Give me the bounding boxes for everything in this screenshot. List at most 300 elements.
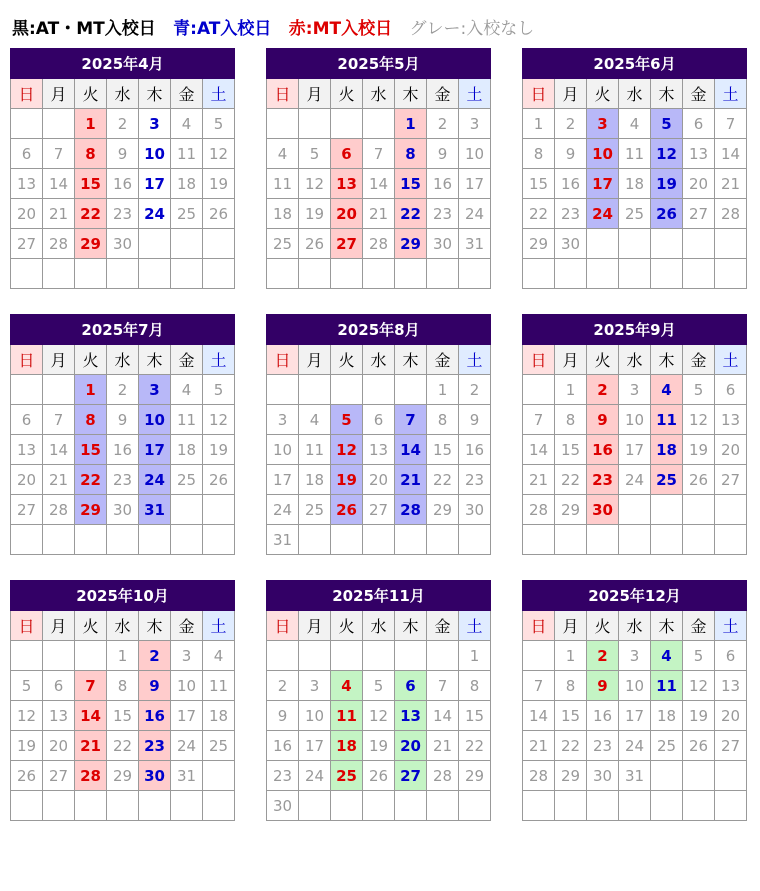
day-cell: 24 xyxy=(299,761,331,791)
day-cell: 25 xyxy=(651,465,683,495)
month-calendar xyxy=(10,580,235,821)
weekday-header: 土 xyxy=(459,79,491,109)
day-cell: 5 xyxy=(683,641,715,671)
weekday-header: 木 xyxy=(139,345,171,375)
day-cell: 25 xyxy=(619,199,651,229)
day-cell: 6 xyxy=(395,671,427,701)
day-cell: 9 xyxy=(107,405,139,435)
empty-cell xyxy=(299,791,331,821)
day-cell: 23 xyxy=(107,199,139,229)
weekday-header: 金 xyxy=(427,79,459,109)
empty-cell xyxy=(459,259,491,289)
empty-cell xyxy=(43,525,75,555)
day-cell: 15 xyxy=(523,169,555,199)
weekday-header: 火 xyxy=(587,345,619,375)
weekday-header: 火 xyxy=(587,611,619,641)
empty-cell xyxy=(299,525,331,555)
day-cell: 25 xyxy=(651,731,683,761)
empty-cell xyxy=(715,259,747,289)
month-title: 2025年11月 xyxy=(267,581,491,611)
day-cell: 23 xyxy=(427,199,459,229)
weekday-header: 日 xyxy=(11,345,43,375)
day-cell: 14 xyxy=(715,139,747,169)
empty-cell xyxy=(587,791,619,821)
day-cell: 26 xyxy=(683,465,715,495)
day-cell: 5 xyxy=(299,139,331,169)
empty-cell xyxy=(395,791,427,821)
empty-cell xyxy=(683,761,715,791)
day-cell: 20 xyxy=(363,465,395,495)
weekday-header: 土 xyxy=(203,611,235,641)
day-cell: 22 xyxy=(75,199,107,229)
day-cell: 4 xyxy=(203,641,235,671)
empty-cell xyxy=(683,259,715,289)
weekday-header: 木 xyxy=(395,79,427,109)
empty-cell xyxy=(171,791,203,821)
empty-cell xyxy=(395,525,427,555)
empty-cell xyxy=(459,525,491,555)
empty-cell xyxy=(331,109,363,139)
day-cell: 7 xyxy=(523,405,555,435)
empty-cell xyxy=(395,259,427,289)
day-cell: 16 xyxy=(459,435,491,465)
weekday-header: 水 xyxy=(619,79,651,109)
day-cell: 16 xyxy=(139,701,171,731)
day-cell: 14 xyxy=(395,435,427,465)
empty-cell xyxy=(299,375,331,405)
weekday-header: 月 xyxy=(299,79,331,109)
empty-cell xyxy=(555,525,587,555)
empty-cell xyxy=(139,791,171,821)
day-cell: 7 xyxy=(75,671,107,701)
day-cell: 22 xyxy=(107,731,139,761)
day-cell: 24 xyxy=(139,199,171,229)
day-cell: 17 xyxy=(267,465,299,495)
day-cell: 23 xyxy=(587,731,619,761)
weekday-header: 日 xyxy=(267,611,299,641)
day-cell: 3 xyxy=(459,109,491,139)
day-cell: 23 xyxy=(139,731,171,761)
day-cell: 30 xyxy=(107,495,139,525)
weekday-header: 日 xyxy=(267,345,299,375)
day-cell: 13 xyxy=(43,701,75,731)
day-cell: 5 xyxy=(683,375,715,405)
empty-cell xyxy=(75,791,107,821)
day-cell: 16 xyxy=(555,169,587,199)
day-cell: 3 xyxy=(267,405,299,435)
weekday-header: 木 xyxy=(139,79,171,109)
empty-cell xyxy=(203,791,235,821)
empty-cell xyxy=(427,791,459,821)
empty-cell xyxy=(587,259,619,289)
day-cell: 24 xyxy=(587,199,619,229)
empty-cell xyxy=(267,109,299,139)
weekday-header: 月 xyxy=(43,79,75,109)
day-cell: 5 xyxy=(203,375,235,405)
weekday-header: 木 xyxy=(651,345,683,375)
weekday-header: 火 xyxy=(331,611,363,641)
day-cell: 1 xyxy=(555,375,587,405)
day-cell: 9 xyxy=(267,701,299,731)
day-cell: 11 xyxy=(171,405,203,435)
empty-cell xyxy=(75,525,107,555)
day-cell: 21 xyxy=(395,465,427,495)
day-cell: 12 xyxy=(203,139,235,169)
day-cell: 30 xyxy=(427,229,459,259)
empty-cell xyxy=(523,525,555,555)
day-cell: 26 xyxy=(683,731,715,761)
day-cell: 29 xyxy=(555,495,587,525)
day-cell: 9 xyxy=(555,139,587,169)
weekday-header: 金 xyxy=(171,345,203,375)
day-cell: 25 xyxy=(331,761,363,791)
empty-cell xyxy=(363,375,395,405)
day-cell: 31 xyxy=(459,229,491,259)
day-cell: 28 xyxy=(43,495,75,525)
day-cell: 16 xyxy=(267,731,299,761)
weekday-header: 土 xyxy=(459,611,491,641)
day-cell: 15 xyxy=(107,701,139,731)
day-cell: 21 xyxy=(523,731,555,761)
day-cell: 19 xyxy=(683,701,715,731)
day-cell: 26 xyxy=(651,199,683,229)
day-cell: 11 xyxy=(651,405,683,435)
day-cell: 28 xyxy=(75,761,107,791)
day-cell: 19 xyxy=(11,731,43,761)
empty-cell xyxy=(555,791,587,821)
day-cell: 13 xyxy=(395,701,427,731)
day-cell: 10 xyxy=(459,139,491,169)
day-cell: 5 xyxy=(203,109,235,139)
day-cell: 27 xyxy=(715,731,747,761)
weekday-header: 水 xyxy=(619,345,651,375)
empty-cell xyxy=(107,259,139,289)
empty-cell xyxy=(715,525,747,555)
day-cell: 21 xyxy=(75,731,107,761)
empty-cell xyxy=(363,641,395,671)
day-cell: 30 xyxy=(139,761,171,791)
day-cell: 19 xyxy=(651,169,683,199)
day-cell: 28 xyxy=(395,495,427,525)
day-cell: 20 xyxy=(683,169,715,199)
empty-cell xyxy=(107,791,139,821)
day-cell: 1 xyxy=(75,375,107,405)
weekday-header: 月 xyxy=(555,611,587,641)
legend-blue: 青:AT入校日 xyxy=(173,19,272,39)
day-cell: 7 xyxy=(395,405,427,435)
day-cell: 17 xyxy=(139,435,171,465)
day-cell: 22 xyxy=(75,465,107,495)
empty-cell xyxy=(203,761,235,791)
empty-cell xyxy=(267,641,299,671)
day-cell: 4 xyxy=(171,375,203,405)
legend-black: 黒:AT・MT入校日 xyxy=(12,19,156,39)
day-cell: 27 xyxy=(363,495,395,525)
day-cell: 23 xyxy=(107,465,139,495)
day-cell: 28 xyxy=(363,229,395,259)
weekday-header: 土 xyxy=(715,79,747,109)
day-cell: 16 xyxy=(427,169,459,199)
day-cell: 17 xyxy=(619,435,651,465)
empty-cell xyxy=(523,375,555,405)
day-cell: 5 xyxy=(651,109,683,139)
day-cell: 12 xyxy=(203,405,235,435)
day-cell: 26 xyxy=(203,465,235,495)
day-cell: 30 xyxy=(587,761,619,791)
day-cell: 27 xyxy=(395,761,427,791)
day-cell: 15 xyxy=(395,169,427,199)
day-cell: 4 xyxy=(331,671,363,701)
day-cell: 6 xyxy=(11,139,43,169)
month-title: 2025年9月 xyxy=(523,315,747,345)
weekday-header: 日 xyxy=(11,79,43,109)
day-cell: 6 xyxy=(683,109,715,139)
weekday-header: 金 xyxy=(683,79,715,109)
day-cell: 12 xyxy=(11,701,43,731)
day-cell: 10 xyxy=(299,701,331,731)
day-cell: 8 xyxy=(555,405,587,435)
day-cell: 31 xyxy=(619,761,651,791)
day-cell: 13 xyxy=(715,405,747,435)
day-cell: 4 xyxy=(651,375,683,405)
day-cell: 1 xyxy=(107,641,139,671)
day-cell: 11 xyxy=(171,139,203,169)
empty-cell xyxy=(395,641,427,671)
day-cell: 18 xyxy=(299,465,331,495)
empty-cell xyxy=(171,525,203,555)
day-cell: 10 xyxy=(139,139,171,169)
day-cell: 20 xyxy=(43,731,75,761)
day-cell: 27 xyxy=(715,465,747,495)
empty-cell xyxy=(11,641,43,671)
weekday-header: 水 xyxy=(363,79,395,109)
month-calendar xyxy=(522,580,747,821)
weekday-header: 火 xyxy=(331,345,363,375)
weekday-header: 火 xyxy=(331,79,363,109)
day-cell: 31 xyxy=(171,761,203,791)
day-cell: 10 xyxy=(171,671,203,701)
day-cell: 20 xyxy=(11,199,43,229)
day-cell: 8 xyxy=(523,139,555,169)
weekday-header: 土 xyxy=(459,345,491,375)
day-cell: 30 xyxy=(459,495,491,525)
day-cell: 11 xyxy=(299,435,331,465)
day-cell: 18 xyxy=(171,435,203,465)
day-cell: 15 xyxy=(555,701,587,731)
day-cell: 11 xyxy=(331,701,363,731)
month-title: 2025年12月 xyxy=(523,581,747,611)
weekday-header: 日 xyxy=(523,611,555,641)
weekday-header: 日 xyxy=(523,79,555,109)
day-cell: 8 xyxy=(427,405,459,435)
empty-cell xyxy=(11,259,43,289)
day-cell: 17 xyxy=(299,731,331,761)
month-calendar xyxy=(522,48,747,289)
day-cell: 18 xyxy=(267,199,299,229)
day-cell: 14 xyxy=(523,701,555,731)
month-title: 2025年5月 xyxy=(267,49,491,79)
empty-cell xyxy=(683,229,715,259)
empty-cell xyxy=(555,259,587,289)
empty-cell xyxy=(459,791,491,821)
empty-cell xyxy=(203,495,235,525)
day-cell: 20 xyxy=(715,435,747,465)
empty-cell xyxy=(427,641,459,671)
day-cell: 23 xyxy=(267,761,299,791)
day-cell: 24 xyxy=(171,731,203,761)
weekday-header: 火 xyxy=(75,611,107,641)
day-cell: 1 xyxy=(555,641,587,671)
day-cell: 19 xyxy=(363,731,395,761)
empty-cell xyxy=(619,259,651,289)
month-calendar xyxy=(266,48,491,289)
day-cell: 8 xyxy=(459,671,491,701)
empty-cell xyxy=(331,525,363,555)
day-cell: 27 xyxy=(331,229,363,259)
weekday-header: 金 xyxy=(683,345,715,375)
day-cell: 11 xyxy=(203,671,235,701)
month-title: 2025年7月 xyxy=(11,315,235,345)
day-cell: 19 xyxy=(683,435,715,465)
month-calendar xyxy=(10,314,235,555)
day-cell: 26 xyxy=(299,229,331,259)
weekday-header: 土 xyxy=(715,345,747,375)
day-cell: 9 xyxy=(107,139,139,169)
weekday-header: 月 xyxy=(555,79,587,109)
day-cell: 1 xyxy=(459,641,491,671)
empty-cell xyxy=(587,229,619,259)
empty-cell xyxy=(619,791,651,821)
legend-red: 赤:MT入校日 xyxy=(288,19,393,39)
day-cell: 14 xyxy=(43,169,75,199)
day-cell: 26 xyxy=(203,199,235,229)
day-cell: 21 xyxy=(43,199,75,229)
day-cell: 21 xyxy=(43,465,75,495)
month-calendar xyxy=(266,580,491,821)
month-calendar xyxy=(266,314,491,555)
weekday-header: 水 xyxy=(363,611,395,641)
day-cell: 12 xyxy=(683,405,715,435)
day-cell: 18 xyxy=(619,169,651,199)
weekday-header: 木 xyxy=(395,611,427,641)
day-cell: 7 xyxy=(363,139,395,169)
day-cell: 12 xyxy=(683,671,715,701)
day-cell: 25 xyxy=(203,731,235,761)
day-cell: 7 xyxy=(715,109,747,139)
day-cell: 25 xyxy=(299,495,331,525)
day-cell: 26 xyxy=(363,761,395,791)
weekday-header: 水 xyxy=(107,79,139,109)
day-cell: 23 xyxy=(459,465,491,495)
day-cell: 13 xyxy=(683,139,715,169)
day-cell: 24 xyxy=(619,465,651,495)
empty-cell xyxy=(75,641,107,671)
month-calendar xyxy=(10,48,235,289)
day-cell: 18 xyxy=(171,169,203,199)
day-cell: 22 xyxy=(395,199,427,229)
day-cell: 29 xyxy=(523,229,555,259)
day-cell: 5 xyxy=(11,671,43,701)
weekday-header: 金 xyxy=(427,345,459,375)
day-cell: 30 xyxy=(107,229,139,259)
day-cell: 4 xyxy=(267,139,299,169)
day-cell: 22 xyxy=(555,731,587,761)
empty-cell xyxy=(139,259,171,289)
empty-cell xyxy=(619,229,651,259)
day-cell: 16 xyxy=(587,435,619,465)
day-cell: 16 xyxy=(107,435,139,465)
day-cell: 18 xyxy=(651,701,683,731)
day-cell: 3 xyxy=(619,641,651,671)
day-cell: 2 xyxy=(107,109,139,139)
day-cell: 9 xyxy=(427,139,459,169)
empty-cell xyxy=(363,259,395,289)
day-cell: 6 xyxy=(43,671,75,701)
empty-cell xyxy=(203,229,235,259)
day-cell: 24 xyxy=(267,495,299,525)
empty-cell xyxy=(43,259,75,289)
weekday-header: 金 xyxy=(171,611,203,641)
day-cell: 10 xyxy=(619,405,651,435)
day-cell: 27 xyxy=(43,761,75,791)
empty-cell xyxy=(683,791,715,821)
empty-cell xyxy=(363,109,395,139)
day-cell: 30 xyxy=(587,495,619,525)
empty-cell xyxy=(683,525,715,555)
day-cell: 5 xyxy=(331,405,363,435)
day-cell: 8 xyxy=(75,405,107,435)
day-cell: 9 xyxy=(587,405,619,435)
day-cell: 8 xyxy=(395,139,427,169)
day-cell: 2 xyxy=(459,375,491,405)
day-cell: 22 xyxy=(523,199,555,229)
day-cell: 26 xyxy=(11,761,43,791)
empty-cell xyxy=(43,375,75,405)
day-cell: 10 xyxy=(139,405,171,435)
empty-cell xyxy=(331,791,363,821)
weekday-header: 木 xyxy=(395,345,427,375)
day-cell: 7 xyxy=(427,671,459,701)
empty-cell xyxy=(619,525,651,555)
day-cell: 8 xyxy=(107,671,139,701)
day-cell: 31 xyxy=(139,495,171,525)
day-cell: 14 xyxy=(43,435,75,465)
day-cell: 17 xyxy=(171,701,203,731)
day-cell: 14 xyxy=(427,701,459,731)
day-cell: 6 xyxy=(11,405,43,435)
day-cell: 26 xyxy=(331,495,363,525)
day-cell: 5 xyxy=(363,671,395,701)
empty-cell xyxy=(523,641,555,671)
day-cell: 2 xyxy=(587,375,619,405)
day-cell: 20 xyxy=(11,465,43,495)
day-cell: 17 xyxy=(459,169,491,199)
weekday-header: 月 xyxy=(299,611,331,641)
day-cell: 27 xyxy=(683,199,715,229)
day-cell: 28 xyxy=(427,761,459,791)
empty-cell xyxy=(651,259,683,289)
empty-cell xyxy=(11,791,43,821)
empty-cell xyxy=(107,525,139,555)
empty-cell xyxy=(43,109,75,139)
empty-cell xyxy=(715,791,747,821)
day-cell: 3 xyxy=(139,375,171,405)
empty-cell xyxy=(11,109,43,139)
weekday-header: 月 xyxy=(43,345,75,375)
day-cell: 21 xyxy=(427,731,459,761)
empty-cell xyxy=(267,259,299,289)
weekday-header: 火 xyxy=(587,79,619,109)
